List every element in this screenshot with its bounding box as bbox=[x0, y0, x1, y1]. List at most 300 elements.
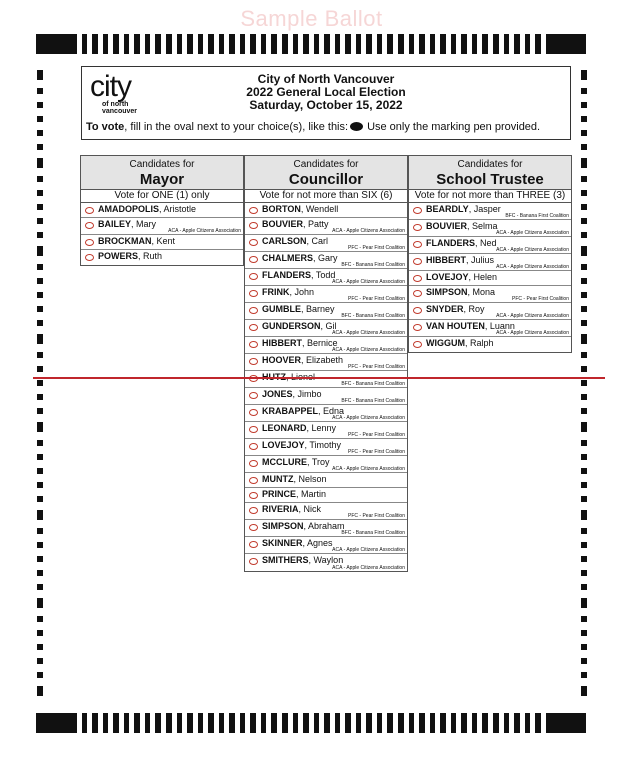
candidate-last-name: PRINCE bbox=[262, 489, 297, 499]
candidate-last-name: LOVEJOY bbox=[426, 272, 469, 282]
candidate-first-name: , Ruth bbox=[138, 251, 163, 261]
candidate-last-name: HIBBERT bbox=[262, 338, 302, 348]
timing-bar bbox=[314, 713, 320, 733]
candidate-first-name: , Timothy bbox=[304, 440, 342, 450]
side-mark bbox=[37, 380, 43, 386]
side-mark bbox=[37, 454, 43, 460]
vote-oval[interactable] bbox=[249, 324, 258, 331]
candidate-party: ACA - Apple Citizens Association bbox=[496, 313, 569, 319]
vote-limit: Vote for not more than SIX (6) bbox=[245, 190, 407, 203]
vote-oval[interactable] bbox=[249, 426, 258, 433]
candidate-party: BFC - Banana First Coalition bbox=[341, 313, 405, 319]
side-mark bbox=[37, 306, 43, 312]
timing-bar bbox=[419, 34, 425, 54]
timing-bar bbox=[525, 713, 531, 733]
vote-oval[interactable] bbox=[249, 256, 258, 263]
candidate-last-name: BORTON bbox=[262, 204, 301, 214]
candidate-row bbox=[81, 250, 243, 265]
candidate-name bbox=[98, 251, 162, 261]
timing-bar bbox=[451, 713, 457, 733]
timing-bar bbox=[504, 713, 510, 733]
vote-oval[interactable] bbox=[85, 207, 94, 214]
bottom-timing-marks bbox=[36, 713, 586, 733]
candidate-last-name: FLANDERS bbox=[426, 238, 475, 248]
timing-bar bbox=[482, 713, 488, 733]
timing-bar bbox=[187, 34, 193, 54]
vote-limit: Vote for ONE (1) only bbox=[81, 190, 243, 203]
side-mark bbox=[37, 70, 43, 80]
candidate-name bbox=[262, 338, 338, 348]
candidate-row bbox=[245, 456, 407, 473]
timing-bar bbox=[229, 713, 235, 733]
timing-bar bbox=[293, 34, 299, 54]
side-mark bbox=[581, 630, 587, 636]
vote-oval[interactable] bbox=[413, 258, 422, 265]
timing-bar bbox=[493, 713, 499, 733]
timing-bar bbox=[103, 713, 109, 733]
side-mark bbox=[581, 204, 587, 210]
side-mark bbox=[37, 176, 43, 182]
side-mark bbox=[37, 658, 43, 664]
side-mark bbox=[37, 482, 43, 488]
candidate-row bbox=[409, 237, 571, 254]
side-mark bbox=[37, 352, 43, 358]
vote-oval[interactable] bbox=[249, 341, 258, 348]
candidate-first-name: , Nick bbox=[298, 504, 322, 514]
candidate-row bbox=[81, 218, 243, 235]
side-mark bbox=[581, 70, 587, 80]
column-header bbox=[81, 156, 243, 190]
candidate-name bbox=[426, 255, 494, 265]
timing-bar bbox=[461, 713, 467, 733]
candidate-first-name: , Lenny bbox=[306, 423, 337, 433]
candidate-first-name: , Todd bbox=[311, 270, 336, 280]
timing-bar bbox=[525, 34, 531, 54]
timing-bar bbox=[145, 713, 151, 733]
timing-bar bbox=[198, 713, 204, 733]
vote-oval[interactable] bbox=[249, 477, 258, 484]
candidate-last-name: GUNDERSON bbox=[262, 321, 321, 331]
timing-block bbox=[546, 34, 587, 54]
candidate-first-name: , Jasper bbox=[468, 204, 501, 214]
candidate-row bbox=[245, 405, 407, 422]
candidate-last-name: GUMBLE bbox=[262, 304, 301, 314]
timing-bar bbox=[208, 34, 214, 54]
ballot-title bbox=[82, 70, 570, 112]
vote-oval[interactable] bbox=[249, 460, 258, 467]
candidate-name bbox=[262, 270, 335, 280]
timing-bar bbox=[356, 34, 362, 54]
candidate-party: BFC - Banana First Coalition bbox=[341, 398, 405, 404]
candidate-party: PFC - Pear First Coalition bbox=[348, 296, 405, 302]
candidate-first-name: , Aristotle bbox=[159, 204, 197, 214]
candidate-row bbox=[81, 235, 243, 250]
candidate-name bbox=[98, 236, 175, 246]
side-mark bbox=[37, 570, 43, 576]
candidate-row bbox=[409, 220, 571, 237]
candidate-party: ACA - Apple Citizens Association bbox=[332, 466, 405, 472]
logo-word: city bbox=[90, 70, 131, 103]
timing-bar bbox=[303, 34, 309, 54]
candidate-row bbox=[409, 203, 571, 220]
timing-bar bbox=[324, 713, 330, 733]
candidate-name bbox=[426, 204, 501, 214]
candidate-last-name: POWERS bbox=[98, 251, 139, 261]
timing-block bbox=[36, 34, 77, 54]
school-trustee-column bbox=[408, 155, 572, 353]
candidate-row bbox=[245, 354, 407, 371]
timing-bar bbox=[250, 713, 256, 733]
candidate-first-name: , Troy bbox=[307, 457, 330, 467]
side-mark bbox=[37, 116, 43, 122]
side-mark bbox=[581, 102, 587, 108]
candidate-first-name: , Agnes bbox=[302, 538, 333, 548]
vote-oval[interactable] bbox=[249, 541, 258, 548]
timing-bar bbox=[261, 34, 267, 54]
candidate-last-name: BEARDLY bbox=[426, 204, 469, 214]
side-mark bbox=[581, 380, 587, 386]
candidate-first-name: , Kent bbox=[151, 236, 176, 246]
vote-oval[interactable] bbox=[413, 241, 422, 248]
side-mark bbox=[37, 130, 43, 136]
timing-bar bbox=[134, 34, 140, 54]
timing-bar bbox=[208, 713, 214, 733]
timing-bar bbox=[472, 34, 478, 54]
timing-bar bbox=[282, 713, 288, 733]
candidate-last-name: LEONARD bbox=[262, 423, 307, 433]
candidate-first-name: , Jimbo bbox=[292, 389, 322, 399]
timing-bar bbox=[398, 34, 404, 54]
candidate-last-name: SKINNER bbox=[262, 538, 303, 548]
side-mark bbox=[581, 292, 587, 298]
side-mark bbox=[581, 686, 587, 696]
timing-bar bbox=[398, 713, 404, 733]
candidate-row bbox=[409, 271, 571, 286]
timing-bar bbox=[293, 713, 299, 733]
vote-oval[interactable] bbox=[413, 207, 422, 214]
sample-ballot-watermark: Sample Ballot bbox=[240, 6, 383, 31]
timing-bar bbox=[535, 34, 541, 54]
side-mark bbox=[37, 686, 43, 696]
timing-bar bbox=[155, 713, 161, 733]
candidate-party: ACA - Apple Citizens Association bbox=[332, 279, 405, 285]
side-mark bbox=[37, 158, 43, 168]
candidate-party: PFC - Pear First Coalition bbox=[348, 449, 405, 455]
candidate-last-name: KRABAPPEL bbox=[262, 406, 319, 416]
side-mark bbox=[581, 468, 587, 474]
candidate-first-name: , Mona bbox=[467, 287, 496, 297]
vote-oval[interactable] bbox=[249, 392, 258, 399]
candidate-row bbox=[245, 422, 407, 439]
fold-line bbox=[33, 377, 605, 379]
side-mark bbox=[581, 496, 587, 502]
timing-bar bbox=[166, 713, 172, 733]
candidate-first-name: , Helen bbox=[468, 272, 498, 282]
vote-oval[interactable] bbox=[249, 558, 258, 565]
office-title: School Trustee bbox=[436, 171, 544, 188]
vote-oval[interactable] bbox=[413, 307, 422, 314]
side-mark bbox=[581, 158, 587, 168]
side-mark bbox=[581, 334, 587, 344]
candidate-party: ACA - Apple Citizens Association bbox=[496, 247, 569, 253]
column-label: Candidates for bbox=[129, 159, 195, 170]
candidate-row bbox=[245, 554, 407, 571]
timing-bar bbox=[377, 34, 383, 54]
side-mark bbox=[37, 366, 43, 372]
candidate-party: BFC - Banana First Coalition bbox=[505, 213, 569, 219]
candidate-name bbox=[262, 236, 328, 246]
candidate-last-name: HOOVER bbox=[262, 355, 302, 365]
timing-bar bbox=[387, 34, 393, 54]
side-mark bbox=[581, 644, 587, 650]
candidate-name bbox=[426, 304, 485, 314]
vote-oval[interactable] bbox=[413, 324, 422, 331]
side-mark bbox=[581, 672, 587, 678]
candidate-name bbox=[262, 474, 327, 484]
candidate-row bbox=[245, 269, 407, 286]
column-header bbox=[409, 156, 571, 190]
candidate-row bbox=[245, 520, 407, 537]
vote-oval[interactable] bbox=[413, 275, 422, 282]
candidate-row bbox=[245, 388, 407, 405]
title-line-1: City of North Vancouver bbox=[257, 72, 395, 86]
timing-bar bbox=[82, 34, 88, 54]
candidate-name bbox=[426, 221, 498, 231]
candidate-party: BFC - Banana First Coalition bbox=[341, 530, 405, 536]
candidate-row bbox=[245, 218, 407, 235]
timing-bar bbox=[240, 713, 246, 733]
candidate-party: ACA - Apple Citizens Association bbox=[496, 264, 569, 270]
candidate-name bbox=[262, 440, 341, 450]
timing-bar bbox=[409, 713, 415, 733]
candidate-row bbox=[245, 439, 407, 456]
candidate-first-name: , Ned bbox=[475, 238, 497, 248]
timing-bar bbox=[177, 34, 183, 54]
side-mark bbox=[581, 116, 587, 122]
candidate-first-name: , Wendell bbox=[300, 204, 339, 214]
candidate-first-name: , Ralph bbox=[465, 338, 494, 348]
candidate-name bbox=[262, 219, 329, 229]
timing-bar bbox=[461, 34, 467, 54]
candidate-party: ACA - Apple Citizens Association bbox=[332, 228, 405, 234]
timing-bar bbox=[240, 34, 246, 54]
timing-block bbox=[36, 713, 77, 733]
candidate-last-name: SIMPSON bbox=[262, 521, 304, 531]
candidate-name bbox=[262, 504, 321, 514]
side-mark bbox=[37, 278, 43, 284]
timing-bar bbox=[219, 34, 225, 54]
timing-bar bbox=[366, 34, 372, 54]
candidate-party: PFC - Pear First Coalition bbox=[348, 513, 405, 519]
vote-oval[interactable] bbox=[249, 273, 258, 280]
timing-bar bbox=[514, 34, 520, 54]
candidate-first-name: , Gil bbox=[320, 321, 337, 331]
title-line-2: 2022 General Local Election bbox=[246, 85, 406, 99]
filled-oval-example-icon bbox=[350, 122, 363, 131]
candidate-first-name: , John bbox=[289, 287, 315, 297]
timing-bar bbox=[451, 34, 457, 54]
mayor-column bbox=[80, 155, 244, 266]
side-mark bbox=[37, 528, 43, 534]
candidate-row bbox=[81, 203, 243, 218]
candidate-name bbox=[262, 287, 314, 297]
timing-bar bbox=[345, 34, 351, 54]
side-mark bbox=[581, 352, 587, 358]
candidate-name bbox=[426, 338, 494, 348]
candidate-name bbox=[98, 204, 196, 214]
timing-bar bbox=[261, 713, 267, 733]
office-title: Mayor bbox=[139, 171, 185, 188]
timing-bar bbox=[493, 34, 499, 54]
side-mark bbox=[37, 204, 43, 210]
side-mark bbox=[581, 130, 587, 136]
candidate-party: PFC - Pear First Coalition bbox=[512, 296, 569, 302]
side-mark bbox=[37, 542, 43, 548]
candidate-name bbox=[262, 389, 322, 399]
timing-bar bbox=[535, 713, 541, 733]
candidate-last-name: VAN HOUTEN bbox=[426, 321, 485, 331]
side-mark bbox=[37, 496, 43, 502]
candidate-first-name: , Patty bbox=[303, 219, 329, 229]
side-mark bbox=[581, 658, 587, 664]
candidate-first-name: , Barney bbox=[301, 304, 335, 314]
side-mark bbox=[37, 394, 43, 400]
candidate-party: ACA - Apple Citizens Association bbox=[332, 347, 405, 353]
vote-oval[interactable] bbox=[413, 341, 422, 348]
candidate-party: BFC - Banana First Coalition bbox=[341, 262, 405, 268]
side-mark bbox=[37, 88, 43, 94]
side-mark bbox=[581, 556, 587, 562]
candidate-row bbox=[409, 337, 571, 352]
candidate-party: ACA - Apple Citizens Association bbox=[332, 415, 405, 421]
vote-oval[interactable] bbox=[413, 224, 422, 231]
timing-bar bbox=[92, 713, 98, 733]
candidate-first-name: , Julius bbox=[466, 255, 495, 265]
candidate-name bbox=[426, 238, 497, 248]
timing-bar bbox=[103, 34, 109, 54]
vote-oval[interactable] bbox=[249, 239, 258, 246]
side-mark bbox=[581, 306, 587, 312]
side-mark bbox=[581, 366, 587, 372]
timing-bar bbox=[430, 34, 436, 54]
side-mark bbox=[37, 616, 43, 622]
candidate-party: PFC - Pear First Coalition bbox=[348, 364, 405, 370]
candidate-row bbox=[245, 303, 407, 320]
side-mark bbox=[581, 440, 587, 446]
side-mark bbox=[581, 598, 587, 608]
candidate-name bbox=[262, 304, 335, 314]
candidate-last-name: SMITHERS bbox=[262, 555, 309, 565]
timing-bar bbox=[314, 34, 320, 54]
candidate-party: ACA - Apple Citizens Association bbox=[332, 547, 405, 553]
side-mark bbox=[581, 542, 587, 548]
vote-oval[interactable] bbox=[413, 290, 422, 297]
candidate-name bbox=[426, 287, 495, 297]
timing-bar bbox=[472, 713, 478, 733]
side-mark bbox=[37, 246, 43, 256]
instr-bold: To vote bbox=[86, 121, 125, 133]
column-label: Candidates for bbox=[457, 159, 523, 170]
vote-oval[interactable] bbox=[249, 507, 258, 514]
candidate-first-name: , Elizabeth bbox=[301, 355, 344, 365]
timing-bar bbox=[440, 713, 446, 733]
side-mark bbox=[37, 672, 43, 678]
vote-oval[interactable] bbox=[249, 207, 258, 214]
candidate-row bbox=[245, 252, 407, 269]
side-mark bbox=[581, 510, 587, 520]
candidate-name bbox=[262, 538, 333, 548]
timing-bar bbox=[430, 713, 436, 733]
candidate-last-name: FLANDERS bbox=[262, 270, 311, 280]
vote-oval[interactable] bbox=[249, 409, 258, 416]
side-mark bbox=[581, 278, 587, 284]
candidate-first-name: , Abraham bbox=[303, 521, 345, 531]
vote-oval[interactable] bbox=[249, 222, 258, 229]
candidate-last-name: SNYDER bbox=[426, 304, 464, 314]
timing-bar bbox=[198, 34, 204, 54]
side-mark bbox=[37, 584, 43, 590]
candidate-first-name: , Roy bbox=[463, 304, 485, 314]
side-mark bbox=[37, 102, 43, 108]
candidate-last-name: HIBBERT bbox=[426, 255, 466, 265]
timing-bar bbox=[271, 713, 277, 733]
candidate-name bbox=[426, 272, 497, 282]
vote-oval[interactable] bbox=[85, 239, 94, 246]
vote-oval[interactable] bbox=[85, 222, 94, 229]
timing-bar bbox=[335, 34, 341, 54]
vote-oval[interactable] bbox=[85, 254, 94, 261]
side-mark bbox=[37, 218, 43, 224]
candidate-last-name: BOUVIER bbox=[426, 221, 468, 231]
candidate-row bbox=[245, 203, 407, 218]
instr-text-b: Use only the marking pen provided. bbox=[367, 121, 541, 133]
side-mark bbox=[37, 468, 43, 474]
candidate-party: PFC - Pear First Coalition bbox=[348, 432, 405, 438]
side-mark bbox=[37, 144, 43, 150]
timing-bar bbox=[409, 34, 415, 54]
timing-bar bbox=[229, 34, 235, 54]
candidate-row bbox=[409, 286, 571, 303]
side-mark bbox=[37, 292, 43, 298]
vote-oval[interactable] bbox=[249, 524, 258, 531]
candidate-party: BFC - Banana First Coalition bbox=[341, 381, 405, 387]
vote-oval[interactable] bbox=[249, 358, 258, 365]
column-header bbox=[245, 156, 407, 190]
candidate-row bbox=[409, 254, 571, 271]
vote-oval[interactable] bbox=[249, 290, 258, 297]
side-mark bbox=[37, 264, 43, 270]
side-mark bbox=[581, 528, 587, 534]
timing-bar bbox=[166, 34, 172, 54]
vote-oval[interactable] bbox=[249, 443, 258, 450]
timing-bar bbox=[92, 34, 98, 54]
candidate-row bbox=[409, 320, 571, 337]
candidate-last-name: WIGGUM bbox=[426, 338, 465, 348]
candidate-last-name: CARLSON bbox=[262, 236, 307, 246]
candidate-name bbox=[98, 219, 156, 229]
timing-bar bbox=[335, 713, 341, 733]
timing-bar bbox=[124, 713, 130, 733]
candidate-first-name: , Nelson bbox=[293, 474, 327, 484]
timing-bar bbox=[514, 713, 520, 733]
side-mark bbox=[37, 190, 43, 196]
vote-oval[interactable] bbox=[249, 307, 258, 314]
vote-oval[interactable] bbox=[249, 492, 258, 499]
candidate-row bbox=[409, 303, 571, 320]
side-mark bbox=[581, 394, 587, 400]
candidate-party: ACA - Apple Citizens Association bbox=[496, 230, 569, 236]
timing-bar bbox=[440, 34, 446, 54]
